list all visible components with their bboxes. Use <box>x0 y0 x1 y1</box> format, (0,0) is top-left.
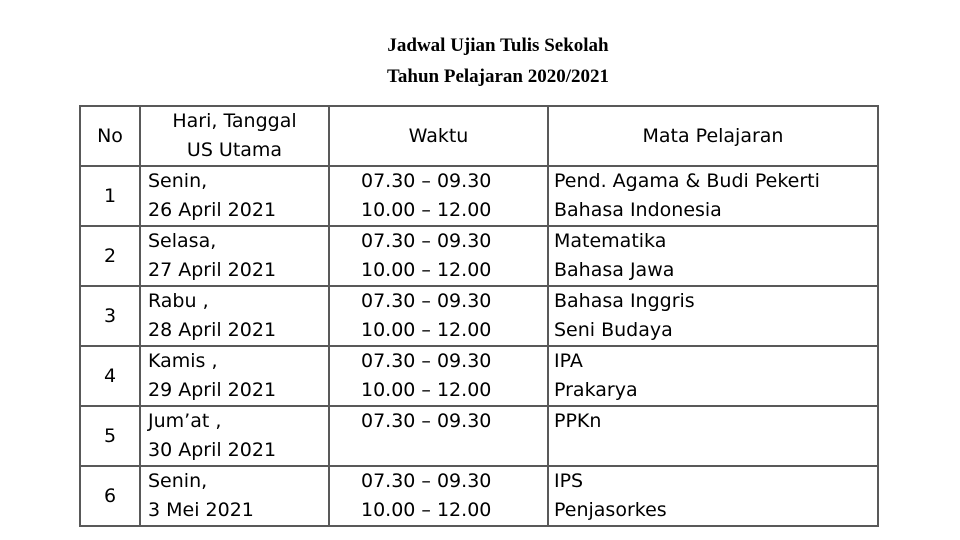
row-subject: IPS <box>554 470 584 492</box>
row-date: 29 April 2021 <box>148 379 277 401</box>
row-day-date <box>140 226 329 286</box>
row-day-date <box>140 286 329 346</box>
row-day: Senin, <box>148 470 208 492</box>
row-number: 1 <box>80 166 140 226</box>
header-waktu: Waktu <box>329 106 548 166</box>
row-times <box>329 166 548 226</box>
table-row <box>80 406 878 466</box>
table-row <box>80 346 878 406</box>
row-day-date <box>140 166 329 226</box>
row-time: 10.00 – 12.00 <box>361 259 492 281</box>
row-subjects <box>548 286 878 346</box>
row-time: 10.00 – 12.00 <box>361 499 492 521</box>
table-row <box>80 166 878 226</box>
row-subject: Matematika <box>554 230 667 252</box>
row-time: 07.30 – 09.30 <box>361 230 492 252</box>
school-year-subtitle: Tahun Pelajaran 2020/2021 <box>386 66 610 87</box>
row-subjects <box>548 346 878 406</box>
row-date: 28 April 2021 <box>148 319 277 341</box>
row-day-date <box>140 466 329 526</box>
row-day-date <box>140 406 329 466</box>
row-number: 5 <box>80 406 140 466</box>
row-subject: Seni Budaya <box>554 319 673 341</box>
row-subjects <box>548 466 878 526</box>
row-subject: Pend. Agama & Budi Pekerti <box>554 170 820 192</box>
row-subject: Bahasa Inggris <box>554 290 695 312</box>
row-time: 10.00 – 12.00 <box>361 319 492 341</box>
row-number: 3 <box>80 286 140 346</box>
table-header-row <box>80 106 878 166</box>
row-day: Selasa, <box>148 230 217 252</box>
row-subjects <box>548 166 878 226</box>
row-number: 4 <box>80 346 140 406</box>
header-mata-pelajaran: Mata Pelajaran <box>548 106 878 166</box>
row-subject: Bahasa Jawa <box>554 259 675 281</box>
row-subjects <box>548 226 878 286</box>
row-day: Senin, <box>148 170 208 192</box>
row-subject: PPKn <box>554 410 602 432</box>
row-time: 07.30 – 09.30 <box>361 290 492 312</box>
row-subject: Bahasa Indonesia <box>554 199 722 221</box>
row-time <box>330 436 547 465</box>
row-subject: Prakarya <box>554 379 638 401</box>
row-time: 07.30 – 09.30 <box>361 410 492 432</box>
row-time: 10.00 – 12.00 <box>361 379 492 401</box>
exam-schedule-table <box>79 105 879 527</box>
row-times <box>329 346 548 406</box>
row-date: 3 Mei 2021 <box>148 499 254 521</box>
schedule-title: Jadwal Ujian Tulis Sekolah <box>387 35 609 56</box>
row-number: 2 <box>80 226 140 286</box>
row-subject <box>549 436 877 465</box>
table-row <box>80 466 878 526</box>
row-day: Jum’at , <box>148 410 222 432</box>
row-subject: Penjasorkes <box>554 499 667 521</box>
row-date: 26 April 2021 <box>148 199 277 221</box>
row-day: Kamis , <box>148 350 218 372</box>
row-number: 6 <box>80 466 140 526</box>
row-times <box>329 226 548 286</box>
row-times <box>329 406 548 466</box>
row-time: 07.30 – 09.30 <box>361 350 492 372</box>
row-time: 07.30 – 09.30 <box>361 470 492 492</box>
table-row <box>80 286 878 346</box>
row-time: 07.30 – 09.30 <box>361 170 492 192</box>
row-date: 27 April 2021 <box>148 259 277 281</box>
table-row <box>80 226 878 286</box>
row-date: 30 April 2021 <box>148 439 277 461</box>
row-day: Rabu , <box>148 290 209 312</box>
header-hari-tanggal <box>140 106 329 166</box>
row-time: 10.00 – 12.00 <box>361 199 492 221</box>
row-times <box>329 286 548 346</box>
header-hari-line1: Hari, Tanggal <box>172 110 297 132</box>
row-subject: IPA <box>554 350 583 372</box>
header-hari-line2: US Utama <box>186 139 283 161</box>
row-day-date <box>140 346 329 406</box>
header-no: No <box>80 106 140 166</box>
row-times <box>329 466 548 526</box>
row-subjects <box>548 406 878 466</box>
